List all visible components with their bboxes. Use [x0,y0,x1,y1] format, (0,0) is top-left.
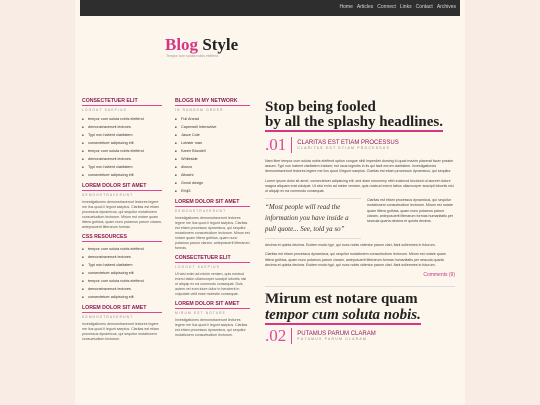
list-item[interactable]: ■ Growl design [175,179,250,187]
list-item[interactable]: ■ dionzo [175,163,250,171]
section-subheading: IN RANDOM ORDER [175,108,224,112]
sidebar-column-2 [175,98,250,342]
post-kicker: PUTAMUS PARUM CLARAM [297,331,376,338]
section-text: Investigationes demonstraverunt lectores legere me lius quod ii legunt saepius. Claritas est etiam processus dynamicus, qui sequitur mutationem consuetudium lectorum. [175,318,248,337]
post-title-line-1: Stop being fooled [265,99,376,115]
divider [291,328,292,344]
post-paragraph: decima et quinta decima. Eodem modo typi, qui nunc nobis videntur parum clari, fiant sollemnes in futurum. [265,243,436,248]
blog-network-list [175,115,250,195]
quote-row [265,198,455,239]
main-content [265,100,455,346]
post-paragraph: Nam liber tempor cum soluta nobis eleifend option congue nihil imperdiet doming id quod mazim placerat facer possim assum. Typi non habent claritatem insitam; est usus legentis in iis qui facit eorum claritatem. Investigationes demonstraverunt lectores legere me lius quod ii legunt saepius. Claritas est etiam processus dynamicus, qui sequitur. [265,159,454,174]
section-text: Investigationes demonstraverunt lectores legere me lius quod ii legunt saepius. Claritas est etiam processus dynamicus, qui sequitur mutationem consuetudium lectorum. [82,322,159,341]
list-item[interactable]: ■ Whiteside [175,155,250,163]
section-text: Investigationes demonstraverunt lectores legere me lius quod ii legunt saepius. Claritas est etiam processus dynamicus, qui sequitur mutationem consuetudium lectorum. Mirum est notare quam littera gothica, quam nunc putamus parum claram, anteposuerit litterarum formas. [82,200,162,229]
post-separator [265,286,455,287]
right-background-strip [465,0,540,405]
post-paragraph: Claritas est etiam processus dynamicus, qui sequitur mutationem consuetudium lectorum. Mirum est notare quam littera gothica, quam nunc putamus parum claram, anteposuerit litterarum formas humanitatis per seacula quarta decima et quinta decima. Eodem modo typi, qui nunc nobis videntur parum clari, fiant sollemnes in futurum. [265,252,446,267]
list-item[interactable]: ■ Typi non habent claritatem [82,163,162,171]
section-heading: LOREM DOLOR SIT AMET [175,301,250,309]
list-item[interactable]: ■ Caperwell Interactive [175,123,250,131]
list-item[interactable]: ■ demonstraverunt lectores [82,253,162,261]
list-item[interactable]: ■ consectetuer adipiscing elit [82,139,162,147]
list-item[interactable]: ■ Jasce Cole [175,131,250,139]
section-subheading: MIRUM EST NOTARE [175,311,226,315]
list-item[interactable]: ■ demonstraverunt lectores [82,285,162,293]
post-header [265,135,455,155]
section-heading: CSS RESOURCES [82,234,162,242]
nav-archives[interactable]: Archives [436,4,456,10]
list-item[interactable]: ■ Typi non habent claritatem [82,261,162,269]
list-item[interactable]: ■ tempor cum soluta nobis eleifend [82,115,162,123]
nav-home[interactable]: Home [339,4,353,10]
post-title[interactable] [265,100,455,130]
post-title[interactable] [265,291,455,323]
section-heading: CONSECTETUER ELIT [82,98,162,106]
post-title-line-1: Mirum est notare quam [265,291,418,308]
pull-quote: “Most people will read the information you have inside a pull quote... See, told ya so” [265,203,349,234]
post-kicker: CLARITAS EST ETIAM PROCESSUS [297,140,399,146]
list-item[interactable]: ■ tempor cum soluta nobis eleifend [82,277,162,285]
list-item[interactable]: ■ consectetuer adipiscing elit [82,293,162,301]
divider [291,137,292,153]
section-heading: LOREM DOLOR SIT AMET [175,199,250,207]
comments-link[interactable]: Comments (9) [423,272,455,279]
section-heading: LOREM DOLOR SIT AMET [82,305,162,313]
nav-contact[interactable]: Contact [415,4,433,10]
list-item[interactable]: ■ demonstraverunt lectores [82,155,162,163]
site-tagline: Tempor cum soluta nobis eleifend [166,54,219,58]
list-item[interactable]: ■ demonstraverunt lectores [82,123,162,131]
post-meta: CLARITAS EST ETIAM PROCESSUS [297,146,391,150]
list-item[interactable]: ■ Typi non habent claritatem [82,131,162,139]
main-nav [340,4,456,10]
pull-quote-box [265,198,361,239]
post-paragraph: Lorem ipsum dolor sit amet, consectetuer adipiscing elit, sed diam nonummy nibh euismod tincidunt ut laoreet dolore magna aliquam erat volutpat. Ut wisi enim ad minim veniam, quis nostrud exerci tation ullamcorper suscipit lobortis nisl ut aliquip ex ea commodo consequat. [265,178,454,194]
post-title-line-2: tempor cum soluta nobis. [265,307,421,324]
link-list [82,115,162,179]
section-subheading: DEMONSTRAVERUNT [82,193,134,197]
post-heading-group [297,331,375,341]
section-subheading: DEMONSTRAVERUNT [175,209,227,213]
nav-connect[interactable]: Connect [377,4,396,10]
section-subheading: LOGOUT SAEPIUS [82,108,127,112]
left-background-strip [0,0,75,405]
logo-part-2: Style [202,35,239,54]
post-header [265,326,455,346]
section-heading: CONSECTETUER ELIT [175,255,250,263]
post-heading-group [297,140,398,150]
list-item[interactable]: ■ consectetuer adipiscing elit [82,269,162,277]
post-number: .01 [265,135,287,154]
post-side-paragraph: Claritas est etiam processus dynamicus, qui sequitur mutationem consuetudium lectorum. Mirum est notare quam littera gothica, quam nunc putamus parum claram, anteposuerit litterarum formas humanitatis per seacula quarta decima et quinta decima. [367,198,454,224]
list-item[interactable]: ■ tempor cum soluta nobis eleifend [82,147,162,155]
list-item[interactable]: ■ tempor cum soluta nobis eleifend [82,245,162,253]
list-item[interactable]: ■ Lobster man [175,139,250,147]
site-logo[interactable] [165,35,238,55]
post-meta: PUTAMUS PARUM CLARAM [297,337,368,342]
top-nav-bar [80,0,460,16]
list-item[interactable]: ■ Karen Blundell [175,147,250,155]
section-subheading: DEMONSTRAVERUNT [82,315,134,319]
post-number: .02 [265,326,287,346]
list-item[interactable]: ■ consectetuer adipiscing elit [82,171,162,179]
section-heading: BLOGS IN MY NETWORK [175,98,250,106]
sidebar-column-1 [82,98,162,346]
list-item[interactable]: ■ Full Ahead [175,115,250,123]
nav-links[interactable]: Links [399,4,412,10]
nav-articles[interactable]: Articles [356,4,374,10]
section-text: Ut wisi enim ad minim veniam, quis nostrud exerci tation ullamcorper suscipit lobortis nisl ut aliquip ex ea commodo consequat. Duis autem vel eum iriure dolor in hendrerit in vulputate velit esse molestie consequat. [175,272,247,296]
list-item[interactable]: ■ Ethji3 [175,187,250,195]
list-item[interactable]: ■ Albachi [175,171,250,179]
section-text: Investigationes demonstraverunt lectores legere me lius quod ii legunt saepius. Claritas est etiam processus dynamicus, qui sequitur mutationem consuetudium lectorum. Mirum est notare quam littera gothica, quam nunc putamus parum claram, anteposuerit litterarum formas. [175,216,250,250]
section-heading: LOREM DOLOR SIT AMET [82,183,162,191]
section-subheading: LOGOUT SAEPIUS [175,265,220,269]
post-title-line-2: by all the splashy headlines. [265,114,443,130]
logo-part-1: Blog [165,35,199,54]
link-list [82,245,162,301]
